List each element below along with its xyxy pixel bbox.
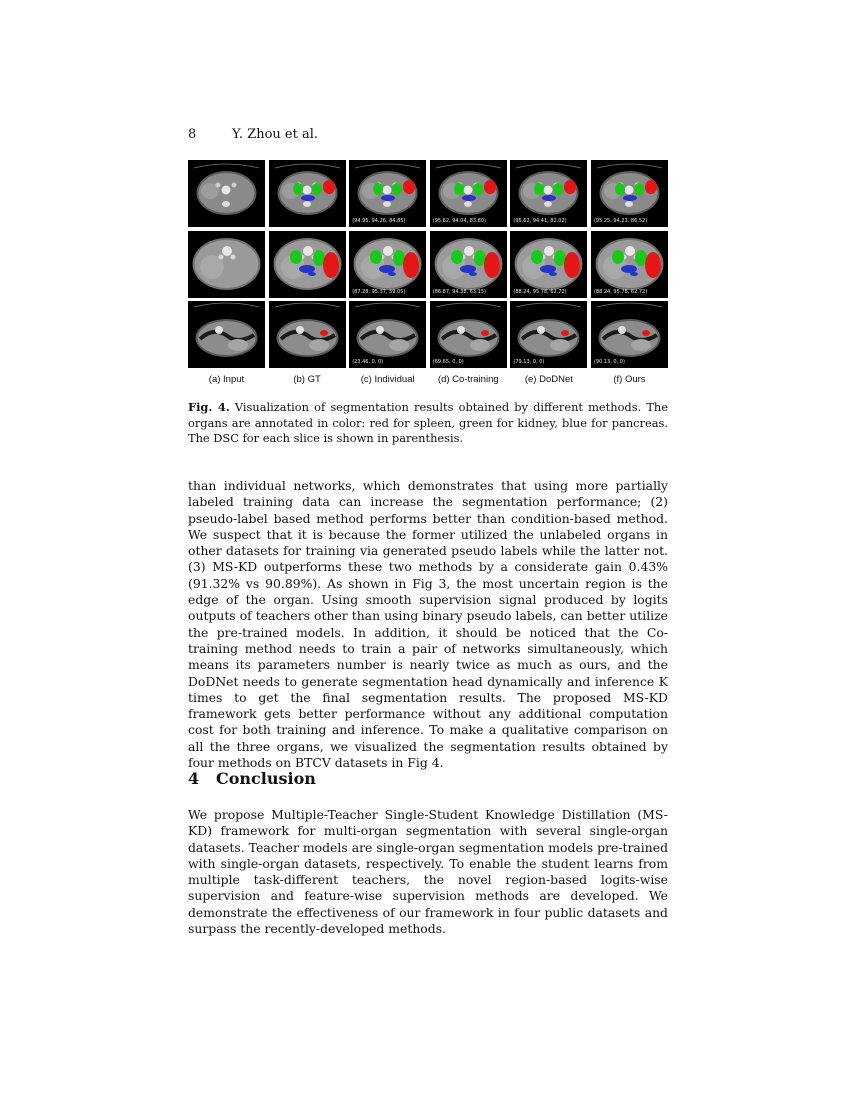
ct-slice-image — [269, 160, 346, 227]
ct-slice-image — [591, 231, 668, 298]
paragraph: We propose Multiple-Teacher Single-Student Knowledge Distillation (MS-KD) framework for multi-organ segmentation with several single-organ datasets. Teacher models are single-organ segmentation models pre-trained with single-organ datasets, respectively. To enable the student learns from multiple task-different teachers, the novel region-based logits-wise supervision and feature-wise supervision methods are developed. We demonstrate the effectiveness of our framework in four public datasets and surpass the recently-developed methods. — [188, 807, 668, 937]
ct-slice-image — [349, 301, 426, 368]
ct-slice-image — [349, 231, 426, 298]
ct-slice-image — [591, 160, 668, 227]
column-label: (c) Individual — [360, 374, 415, 385]
ct-slice-image — [510, 301, 587, 368]
dsc-score-label: (69.65, 0, 0) — [432, 359, 464, 365]
dsc-score-label: (90.13, 0, 0) — [593, 359, 625, 365]
ct-slice-image — [591, 301, 668, 368]
ct-slice-image — [188, 231, 265, 298]
dsc-score-label: (87.28, 95.37, 59.05) — [352, 288, 406, 295]
caption-label: Fig. 4. — [188, 400, 230, 414]
dsc-score-label: (79.13, 0, 0) — [513, 359, 545, 365]
conclusion-text — [188, 807, 668, 937]
caption-text: Visualization of segmentation results obtained by different methods. The organs are annotated in color: red for spleen, green for kidney, blue for pancreas. The DSC for each slice is shown in parenthesis. — [188, 400, 668, 445]
column-label: (a) Input — [208, 374, 245, 385]
figure-caption — [188, 400, 668, 447]
column-labels — [188, 374, 668, 385]
body-text — [188, 478, 668, 771]
ct-slice-image — [430, 231, 507, 298]
running-authors: Y. Zhou et al. — [232, 127, 318, 142]
ct-slice-image — [188, 160, 265, 227]
ct-slice-image — [430, 160, 507, 227]
paragraph: than individual networks, which demonstrates that using more partially labeled training data can increase the segmentation performance; (2) pseudo-label based method performs better than condition-based method. We suspect that it is because the former utilized the unlabeled organs in other datasets for training via generated pseudo labels while the latter not. (3) MS-KD outperforms these two methods by a considerate gain 0.43% (91.32% vs 90.89%). As shown in Fig 3, the most uncertain region is the edge of the organ. Using smooth supervision signal produced by logits outputs of teachers other than using binary pseudo labels, can better utilize the pre-trained models. In addition, it should be noticed that the Co-training method needs to train a pair of networks simultaneously, which means its parameters number is nearly twice as much as ours, and the DoDNet needs to generate segmentation head dynamically and inference K times to get the final segmentation results. The proposed MS-KD framework gets better performance without any additional computation cost for both training and inference. To make a qualitative comparison on all the three organs, we visualized the segmentation results obtained by four methods on BTCV datasets in Fig 4. — [188, 478, 668, 771]
column-label: (e) DoDNet — [524, 374, 573, 385]
dsc-score-label: (88.24, 95.78, 62.72) — [513, 288, 567, 295]
column-label: (b) GT — [293, 374, 321, 385]
ct-slice-image — [269, 301, 346, 368]
ct-image-grid — [188, 160, 668, 368]
section-title: Conclusion — [216, 769, 316, 788]
column-label: (f) Ours — [613, 374, 646, 385]
column-label: (d) Co-training — [437, 374, 499, 385]
page-number: 8 — [188, 127, 197, 142]
ct-slice-image — [269, 231, 346, 298]
dsc-score-label: (23.46, 0, 0) — [352, 359, 384, 365]
ct-slice-image — [510, 160, 587, 227]
dsc-score-label: (86.87, 94.38, 63.15) — [432, 288, 486, 295]
section-number: 4 — [188, 769, 200, 788]
ct-slice-image — [349, 160, 426, 227]
dsc-score-label: (95.62, 94.41, 82.02) — [513, 218, 567, 224]
ct-slice-image — [510, 231, 587, 298]
section-heading — [188, 769, 316, 788]
ct-slice-image — [188, 301, 265, 368]
ct-slice-image — [430, 301, 507, 368]
running-header — [188, 127, 668, 142]
figure-4 — [188, 160, 668, 385]
dsc-score-label: (88.24, 95.78, 62.72) — [593, 288, 648, 295]
dsc-score-label: (95.62, 94.04, 83.80) — [432, 218, 486, 224]
dsc-score-label: (94.95, 94.26, 84.85) — [352, 218, 406, 224]
dsc-score-label: (95.25, 94.23, 86.52) — [593, 218, 648, 224]
